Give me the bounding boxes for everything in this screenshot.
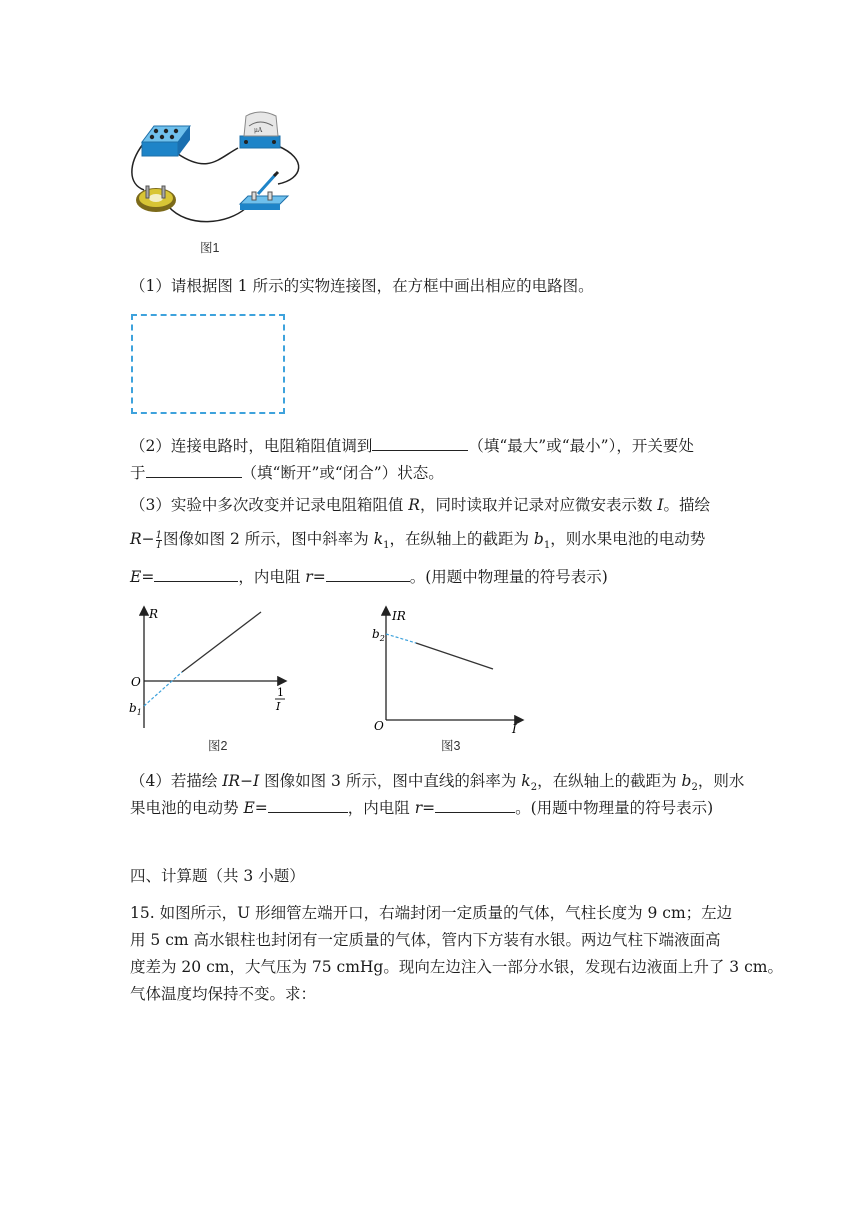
answer-blank — [146, 463, 242, 478]
y-axis-label: IR — [392, 609, 406, 623]
intercept-label: $b_2$ — [372, 627, 385, 643]
answer-blank — [435, 798, 515, 813]
origin-label: O — [374, 719, 384, 733]
question-2-line-2: 于 （填“断开”或“闭合”）状态。 — [130, 464, 444, 482]
resistance-box-icon — [142, 126, 190, 156]
y-axis-label: R — [149, 607, 159, 621]
question-15-line-3: 度差为 20 cm，大气压为 75 cmHg。现向左边注入一部分水银，发现右边液面上升了 3 cm。 — [130, 958, 783, 976]
fraction-one-over-i: $\frac{1}{I}$ — [155, 529, 163, 551]
figure2-caption: 图2 — [208, 739, 228, 753]
data-line — [182, 612, 261, 672]
x-axis-label: I — [512, 722, 517, 735]
question-15-line-1: 15. 如图所示，U 形细管左端开口，右端封闭一定质量的气体，气柱长度为 9 cm；左边 — [130, 904, 733, 922]
figure1-caption: 图1 — [200, 241, 220, 255]
question-4-line-2: 果电池的电动势 E= ，内电阻 r= 。(用题中物理量的符号表示) — [130, 799, 714, 817]
answer-blank — [326, 567, 410, 582]
figure3-caption: 图3 — [441, 739, 461, 753]
intercept-label: $b_1$ — [129, 701, 142, 717]
x-axis-numerator: 1 — [277, 686, 284, 699]
data-line — [416, 643, 493, 669]
microammeter-icon — [240, 112, 280, 148]
figure3-ir-vs-i-graph — [366, 600, 536, 735]
answer-blank — [372, 436, 468, 451]
switch-icon — [240, 172, 288, 210]
question-1-text: （1）请根据图 1 所示的实物连接图，在方框中画出相应的电路图。 — [130, 277, 594, 295]
answer-blank — [268, 798, 348, 813]
dashed-extension — [386, 634, 416, 643]
question-15-line-4: 气体温度均保持不变。求： — [130, 985, 317, 1003]
meter-label: μA — [254, 127, 263, 134]
question-3-line-3: E= ，内电阻 r= 。(用题中物理量的符号表示) — [130, 568, 608, 586]
question-4-line-1: （4）若描绘 IR−I 图像如图 3 所示，图中直线的斜率为 $k_2$，在纵轴上的截距为 $b_2$，则水 — [130, 772, 745, 794]
answer-blank — [154, 567, 238, 582]
question-15-line-2: 用 5 cm 高水银柱也封闭有一定质量的气体，管内下方装有水银。两边气柱下端液面高 — [130, 931, 721, 949]
question-3-line-1: （3）实验中多次改变并记录电阻箱阻值 R，同时读取并记录对应微安表示数 I。描绘 — [130, 496, 711, 514]
figure1-circuit-illustration — [128, 104, 318, 234]
section-4-heading: 四、计算题（共 3 小题） — [130, 867, 305, 885]
x-axis-denominator: I — [276, 700, 281, 713]
figure2-r-vs-inverse-i-graph — [125, 600, 295, 735]
circuit-drawing-box — [131, 314, 285, 414]
dashed-extension — [144, 672, 182, 706]
origin-label: O — [131, 675, 141, 689]
question-2-line-1: （2）连接电路时，电阻箱阻值调到 （填“最大”或“最小”），开关要处 — [130, 437, 694, 455]
question-3-line-2: R− $\frac{1}{I}$ 图像如图 2 所示，图中斜率为 $k_1$，在纵轴上的截距为 $b_1$，则水果电池的电动势 — [130, 529, 706, 552]
